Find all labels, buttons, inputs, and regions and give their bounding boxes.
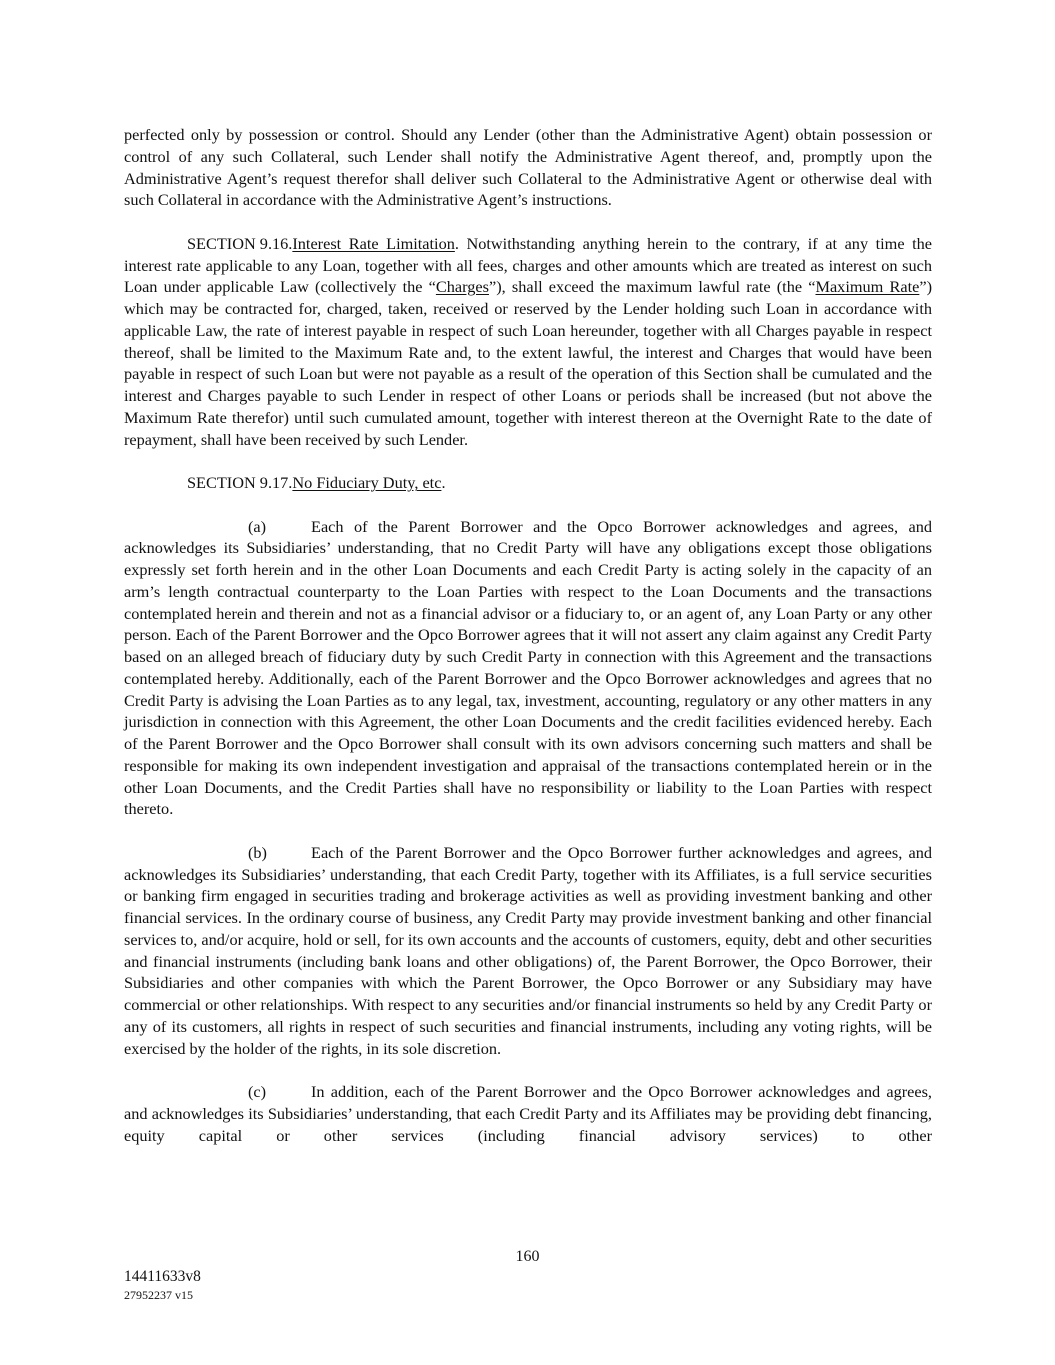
clause-c [124, 1081, 932, 1146]
section-text: ”) which may be contracted for, charged, taken, received or reserved by the Lender holding such Loan in accordance with applicable Law, the rate of interest payable in respect of such Loan hereunder, together with all Charges payable in respect thereof, shall be limited to the Maximum Rate and, to the extent lawful, the interest and Charges that would have been payable in respect of such Loan but were not payable as a result of the operation of this Section shall be cumulated and the interest and Charges payable to such Lender in respect of other Loans or periods shall be increased (but not above the Maximum Rate therefor) until such cumulated amount, together with interest thereon at the Overnight Rate to the date of repayment, shall have been received by such Lender. [124, 277, 932, 449]
section-heading: SECTION 9.16. [187, 233, 293, 253]
section-title: Interest Rate Limitation [292, 233, 455, 253]
document-id: 14411633v8 [124, 1268, 201, 1285]
clause-text: Each of the Parent Borrower and the Opco Borrower further acknowledges and agrees, and acknowledges its Subsidiaries’ understanding, that each Credit Party, together with its Affiliates, is a full service securities or banking firm engaged in securities trading and brokerage activities as well as providing investment banking and other financial services. In the ordinary course of business, any Credit Party may provide investment banking and other financial services to, and/or acquire, hold or sell, for its own accounts and the accounts of customers, equity, debt and other securities and financial instruments (including bank loans and other obligations) of, the Parent Borrower, the Opco Borrower, their Subsidiaries and other companies with which the Parent Borrower, the Opco Borrower or any Subsidiary may have commercial or other relationships. With respect to any securities and/or financial instruments so held by any Credit Party or any of its customers, all rights in respect of such securities and financial instruments, including any voting rights, will be exercised by the holder of the rights, in its sole discretion. [124, 842, 932, 1058]
section-text: ”), shall exceed the maximum lawful rate (the “ [488, 277, 816, 297]
section-9-17 [124, 472, 932, 494]
clause-label: (a) [248, 516, 267, 536]
document-version-id: 27952237 v15 [124, 1288, 193, 1302]
defined-term-maximum-rate: Maximum Rate [815, 277, 920, 297]
page-number: 160 [515, 1248, 540, 1265]
clause-a [124, 516, 932, 821]
clause-b [124, 842, 932, 1060]
section-title: No Fiduciary Duty, etc [292, 473, 442, 492]
defined-term-charges: Charges [435, 277, 489, 297]
section-text: . Notwithstanding anything herein to the contrary, if at any time the interest rate applicable to any Loan, together with all fees, charges and other amounts which are treated as interest on such Loan under applicable Law (collectively the “ [124, 233, 933, 297]
clause-label: (b) [248, 842, 267, 862]
paragraph-continuation: perfected only by possession or control. Should any Lender (other than the Administrative Agent) obtain possession or control of any such Collateral, such Lender shall notify the Administrative Agent thereof, and, promptly upon the Administrative Agent’s request therefor shall deliver such Collateral to the Administrative Agent or otherwise deal with such Collateral in accordance with the Administrative Agent’s instructions. [124, 125, 932, 210]
section-heading: SECTION 9.17. [187, 473, 293, 492]
clause-text: In addition, each of the Parent Borrower and the Opco Borrower acknowledges and agrees, and acknowledges its Subsidiaries’ understanding, that each Credit Party and its Affiliates may be providing debt financing, equity capital or other services (including financial advisory services) to other [124, 1082, 932, 1145]
section-text: . [441, 473, 446, 492]
clause-text: Each of the Parent Borrower and the Opco Borrower acknowledges and agrees, and acknowledges its Subsidiaries’ understanding, that no Credit Party will have any obligations except those obligations expressly set forth herein and in the other Loan Documents and each Credit Party is acting solely in the capacity of an arm’s length contractual counterparty to the Loan Parties with respect to the Loan Documents and the transactions contemplated herein and therein and not as a financial advisor or a fiduciary to, or an agent of, any Loan Party or any other person. Each of the Parent Borrower and the Opco Borrower agrees that it will not assert any claim against any Credit Party based on an alleged breach of fiduciary duty by such Credit Party in connection with this Agreement and the transactions contemplated hereby. Additionally, each of the Parent Borrower and the Opco Borrower acknowledges and agrees that no Credit Party is advising the Loan Parties as to any legal, tax, investment, accounting, regulatory or any other matters in any jurisdiction in connection with this Agreement, the other Loan Documents and the credit facilities evidenced hereby. Each of the Parent Borrower and the Opco Borrower shall consult with its own advisors concerning such matters and shall be responsible for making its own independent investigation and appraisal of the transactions contemplated herein or in the other Loan Documents, and the Credit Parties shall have no responsibility or liability to the Loan Parties with respect thereto. [124, 516, 932, 819]
clause-label: (c) [248, 1082, 267, 1101]
section-9-16 [124, 233, 932, 451]
document-body [124, 124, 932, 1168]
